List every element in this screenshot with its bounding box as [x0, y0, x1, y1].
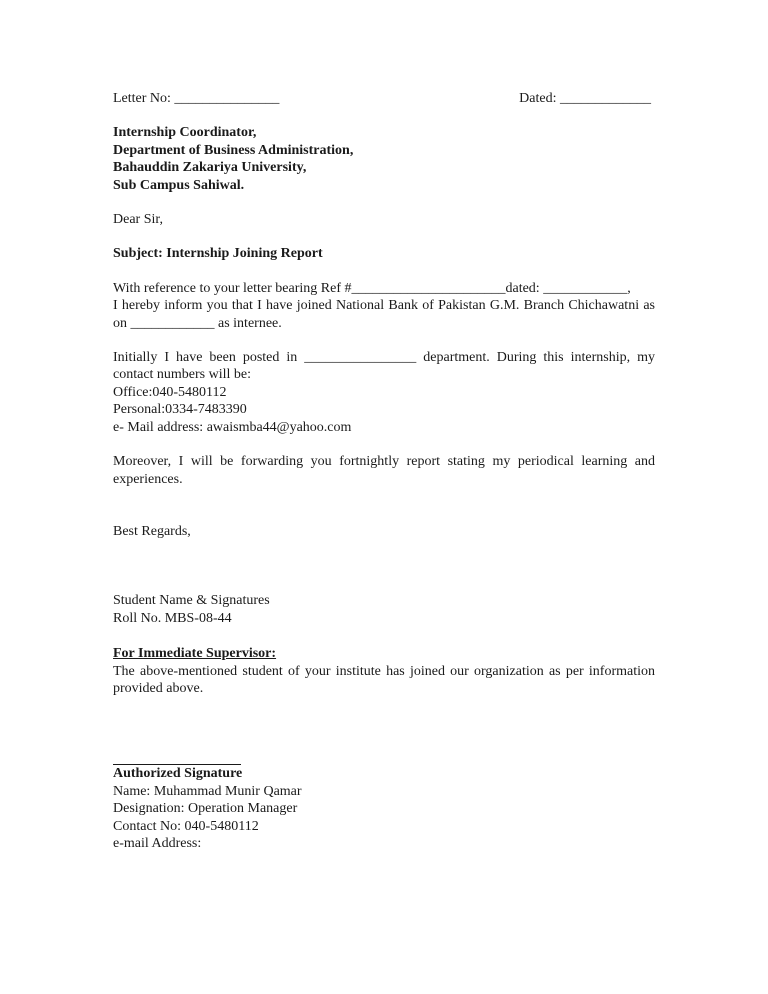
address-line: Bahauddin Zakariya University, — [113, 160, 307, 176]
joining-text: I hereby inform you that I have joined National Bank of Pakistan G.M. Branch Chichawatni as on ____________ as internee. — [113, 298, 655, 331]
address-line: Sub Campus Sahiwal. — [113, 177, 245, 193]
supervisor-email: e-mail Address: — [113, 835, 202, 851]
authorized-block — [113, 765, 655, 852]
salutation: Dear Sir, — [113, 212, 163, 228]
student-name-signature: Student Name & Signatures — [113, 593, 270, 609]
posting-paragraph — [113, 349, 655, 436]
closing: Best Regards, — [113, 523, 191, 539]
supervisor-designation: Designation: Operation Manager — [113, 801, 298, 817]
supervisor-text: The above-mentioned student of your institute has joined our organization as per information provided above. — [113, 663, 655, 696]
email-address: e- Mail address: awaismba44@yahoo.com — [113, 419, 352, 435]
letter-date: Dated: _____________ — [519, 91, 651, 106]
supervisor-name: Name: Muhammad Munir Qamar — [113, 783, 302, 799]
letter-number: Letter No: _______________ — [113, 91, 280, 106]
student-block — [113, 592, 655, 627]
subject-line: Subject: Internship Joining Report — [113, 246, 323, 262]
letter-header — [113, 90, 655, 107]
reference-line: With reference to your letter bearing Ref #______________________dated: ____________, — [113, 280, 631, 296]
roll-number: Roll No. MBS-08-44 — [113, 610, 232, 626]
posting-text: Initially I have been posted in ________________ department. During this internship, my contact numbers will be: — [113, 350, 655, 383]
personal-phone: Personal:0334-7483390 — [113, 402, 247, 418]
supervisor-contact: Contact No: 040-5480112 — [113, 818, 259, 834]
address-line: Internship Coordinator, — [113, 125, 257, 141]
address-line: Department of Business Administration, — [113, 142, 354, 158]
letter-page — [113, 90, 655, 852]
reference-paragraph — [113, 280, 655, 332]
report-paragraph: Moreover, I will be forwarding you fortnightly report stating my periodical learning and experiences. — [113, 454, 655, 487]
authorized-signature-label: Authorized Signature — [113, 766, 243, 782]
recipient-address — [113, 124, 655, 194]
supervisor-block — [113, 645, 655, 697]
office-phone: Office:040-5480112 — [113, 384, 227, 400]
supervisor-heading: For Immediate Supervisor: — [113, 646, 277, 662]
